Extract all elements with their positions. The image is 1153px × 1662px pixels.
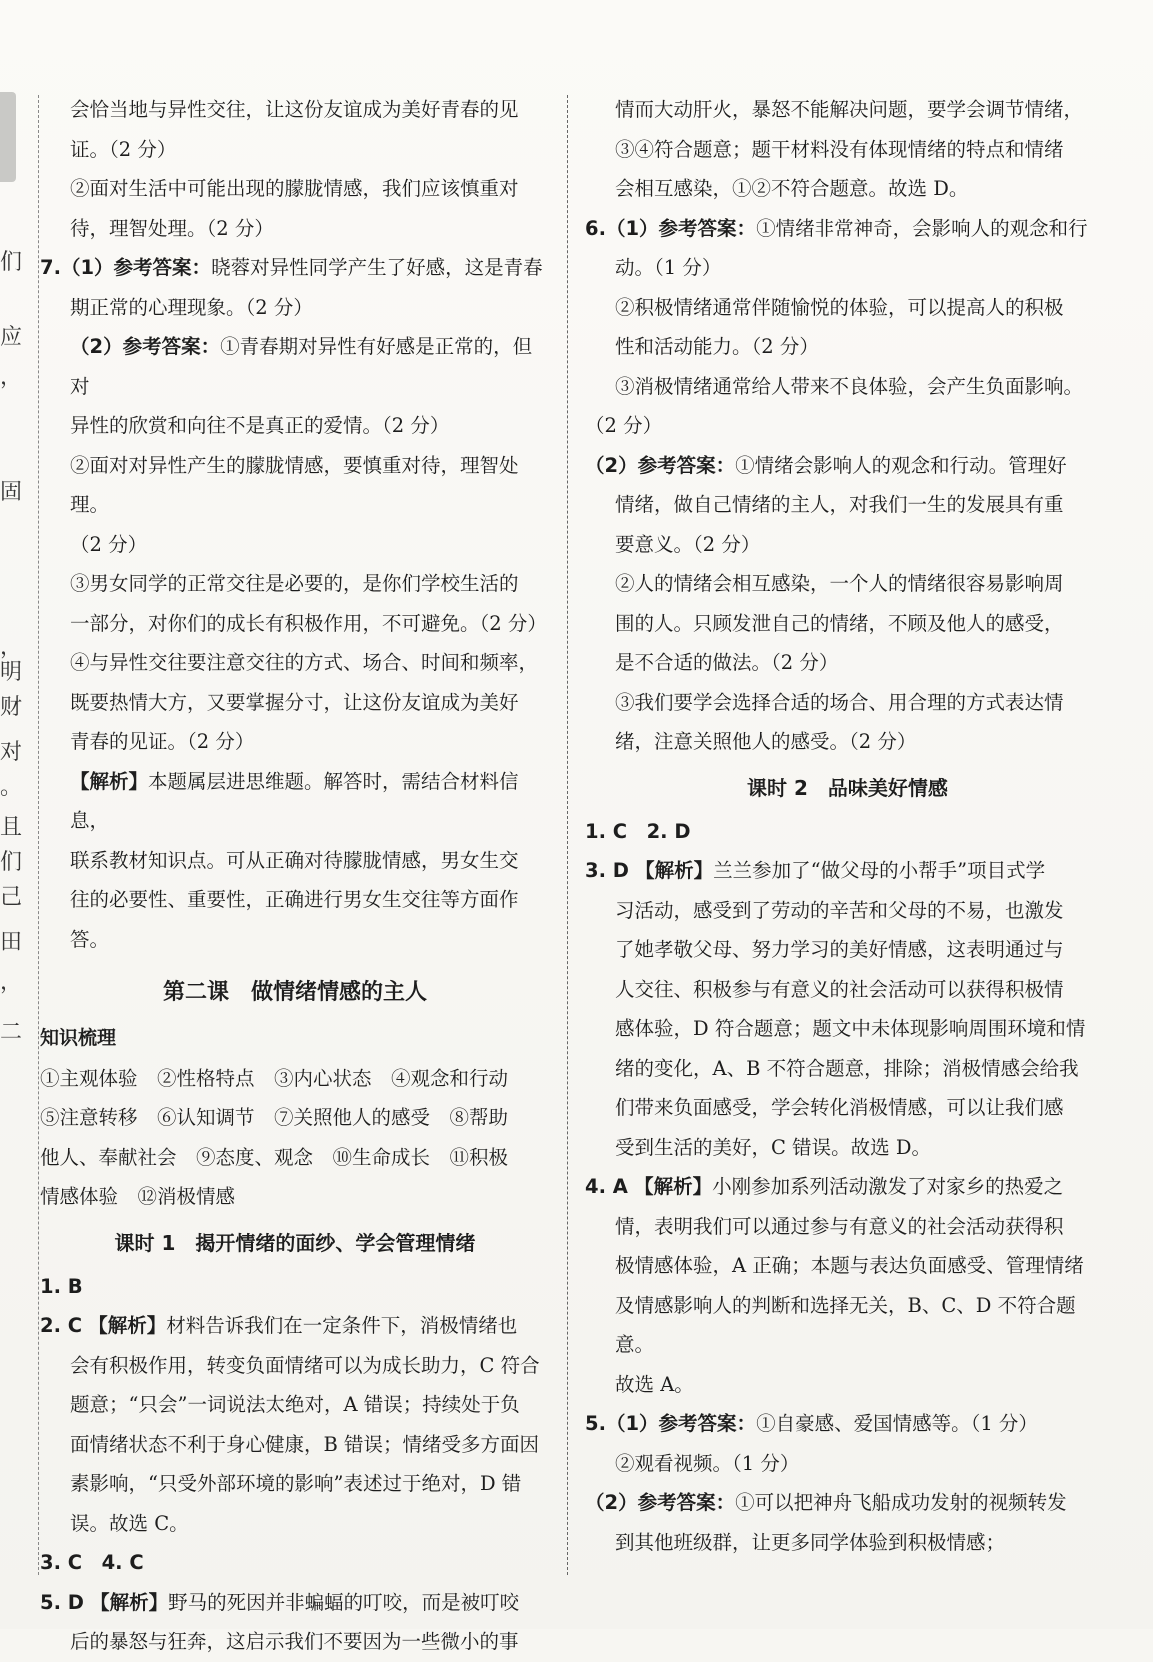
right-column [585,90,1110,1562]
text-line: ③我们要学会选择合适的场合、用合理的方式表达情 [615,690,1064,714]
knowledge-line: 他人、奉献社会 ⑨态度、观念 ⑩生命成长 ⑪积极 [40,1145,509,1169]
text-line: 围的人。只顾发泄自己的情绪，不顾及他人的感受， [615,611,1064,635]
analysis-label: 【解析】 [635,859,714,882]
text-line: 故选 A。 [615,1372,694,1396]
text-line: 会有积极作用，转变负面情绪可以为成长助力，C 符合 [70,1353,540,1377]
text-line: ④与异性交往要注意交往的方式、场合、时间和频率， [70,651,539,674]
margin-char: 己 [0,885,23,910]
analysis-label: 【解析】 [90,1590,169,1614]
text-line: （2 分） [70,532,148,556]
answer-text: 晓蓉对异性同学产生了好感，这是青春 [211,256,543,279]
answer-text: ①情绪会影响人的观念和行动。管理好 [735,453,1067,477]
question-number: （2） [70,335,123,358]
margin-char: 财 [0,695,23,720]
text-line: 性和活动能力。（2 分） [615,335,819,358]
text-line: ②人的情绪会相互感染，一个人的情绪很容易影响周 [615,572,1064,595]
margin-char: 对 [0,740,23,765]
text-line: 后的暴怒与狂奔，这启示我们不要因为一些微小的事 [70,1630,519,1653]
margin-char: 田 [0,930,23,955]
question-7-part-1 [40,248,550,288]
knowledge-line: ⑤注意转移 ⑥认知调节 ⑦关照他人的感受 ⑧帮助 [40,1106,509,1129]
analysis-text: 小刚参加系列活动激发了对家乡的热爱之 [712,1175,1064,1198]
question-5-part-1 [585,1404,1110,1444]
margin-char: 固 [0,480,23,505]
analysis [40,762,550,841]
margin-char: 且 [0,815,23,840]
analysis-label: 【解析】 [70,769,149,793]
margin-char: 们 [0,250,23,275]
analysis-text: 兰兰参加了“做父母的小帮手”项目式学 [713,859,1046,882]
question-number: （2） [585,453,638,477]
margin-char: ， [0,970,23,995]
text-line: 情绪，做自己情绪的主人，对我们一生的发展具有重 [615,493,1064,516]
analysis-text: 野马的死因并非蝙蝠的叮咬，而是被叮咬 [168,1590,520,1614]
text-line: 误。故选 C。 [70,1511,189,1535]
text-line: 们带来负面感受，学会转化消极情感，可以让我们感 [615,1096,1064,1119]
question-number: 2. C [40,1314,83,1337]
question-6-part-2 [585,446,1110,486]
text-line: 题意；“只会”一词说法太绝对，A 错误；持续处于负 [70,1393,520,1416]
text-line: 情而大动肝火，暴怒不能解决问题，要学会调节情绪， [615,98,1084,121]
text-line: 习活动，感受到了劳动的辛苦和父母的不易，也激发 [615,898,1064,922]
answer-line: 1. B [40,1274,83,1298]
text-line: 既要热情大方，又要掌握分寸，让这份友谊成为美好 [70,690,519,714]
answer-3 [585,851,1110,891]
left-dashed-rule [38,95,39,1575]
text-line: 人交往、积极参与有意义的社会活动可以获得积极情 [615,977,1064,1001]
margin-char: ， [0,365,23,390]
analysis-label: 【解析】 [634,1175,713,1198]
answer-label: 参考答案： [122,335,221,358]
book-spine-shadow [0,92,16,182]
question-number: 4. A [585,1175,628,1198]
answer-2 [40,1306,550,1346]
period-title: 课时 2 品味美好情感 [747,775,948,800]
answer-label: 参考答案： [658,1412,757,1435]
text-line: ③男女同学的正常交往是必要的，是你们学校生活的 [70,572,519,595]
text-line: 联系教材知识点。可从正确对待朦胧情感，男女生交 [70,848,519,872]
margin-char: 。 [0,775,23,800]
text-line: 感体验，D 符合题意；题文中未体现影响周围环境和情 [615,1017,1086,1040]
question-number: 7.（1） [40,256,114,279]
margin-char: 应 [0,325,23,350]
text-line: ③④符合题意；题干材料没有体现情绪的特点和情绪 [615,137,1064,161]
answer-label: 参考答案： [637,1491,736,1514]
left-column [40,90,550,1662]
text-line: 情，表明我们可以通过参与有意义的社会活动获得积 [615,1214,1064,1238]
text-line: ②面对对异性产生的朦胧情感，要慎重对待，理智处理。 [70,453,519,516]
text-line: 异性的欣赏和向往不是真正的爱情。（2 分） [70,414,450,437]
text-line: （2 分） [585,414,663,437]
answer-4 [585,1167,1110,1207]
question-7-part-2 [40,327,550,406]
analysis-text: 材料告诉我们在一定条件下，消极情绪也 [166,1314,518,1337]
answer-text: ①自豪感、爱国情感等。（1 分） [756,1412,1038,1435]
answer-label: 参考答案： [658,216,757,240]
text-line: 一部分，对你们的成长有积极作用，不可避免。（2 分） [70,611,547,635]
text-line: ③消极情绪通常给人带来不良体验，会产生负面影响。 [615,374,1084,398]
text-line: 了她孝敬父母、努力学习的美好情感，这表明通过与 [615,938,1064,961]
question-5-part-2 [585,1483,1110,1523]
text-line: 到其他班级群，让更多同学体验到积极情感； [615,1530,1006,1554]
text-line: 受到生活的美好，C 错误。故选 D。 [615,1135,931,1159]
margin-char: 们 [0,850,23,875]
question-number: 3. D [585,859,629,882]
text-line: 期正常的心理现象。（2 分） [70,295,313,319]
text-line: 素影响，“只受外部环境的影响”表述过于绝对，D 错 [70,1472,522,1495]
text-line: 待，理智处理。（2 分） [70,216,274,240]
question-number: 5. D [40,1590,84,1614]
text-line: 面情绪状态不利于身心健康，B 错误；情绪受多方面因 [70,1432,540,1456]
text-line: 绪，注意关照他人的感受。（2 分） [615,730,917,753]
text-line: ②面对生活中可能出现的朦胧情感，我们应该慎重对 [70,177,519,200]
answer-5 [40,1583,550,1623]
period-title: 课时 1 揭开情绪的面纱、学会管理情绪 [114,1230,476,1255]
analysis-text: 本题属层进思维题。解答时，需结合材料信息， [70,769,519,832]
text-line: 是不合适的做法。（2 分） [615,651,839,674]
answer-label: 参考答案： [637,453,736,477]
text-line: 往的必要性、重要性，正确进行男女生交往等方面作答。 [70,888,519,951]
answer-text: ①情绪非常神奇，会影响人的观念和行 [756,216,1088,240]
question-number: 5.（1） [585,1412,659,1435]
text-line: 极情感体验，A 正确；本题与表达负面感受、管理情绪 [615,1254,1084,1277]
column-divider [567,95,568,1575]
answer-line: 3. C 4. C [40,1551,144,1574]
text-line: 会恰当地与异性交往，让这份友谊成为美好青春的见 [70,98,519,121]
text-line: ②观看视频。（1 分） [615,1451,800,1475]
answer-text: ①可以把神舟飞船成功发射的视频转发 [735,1491,1067,1514]
answer-line: 1. C 2. D [585,819,691,843]
text-line: ②积极情绪通常伴随愉悦的体验，可以提高人的积极 [615,295,1064,319]
section-heading: 知识梳理 [40,1027,117,1049]
margin-char: 明 [0,660,23,685]
lesson-title: 第二课 做情绪情感的主人 [162,980,427,1005]
question-number: 6.（1） [585,216,659,240]
margin-char: ， [0,635,23,660]
text-line: 动。（1 分） [615,256,722,279]
question-6-part-1 [585,209,1110,249]
question-number: （2） [585,1491,638,1514]
text-line: 会相互感染，①②不符合题意。故选 D。 [615,177,969,200]
analysis-label: 【解析】 [88,1314,167,1337]
text-line: 要意义。（2 分） [615,532,761,556]
knowledge-line: ①主观体验 ②性格特点 ③内心状态 ④观念和行动 [40,1066,509,1090]
answer-label: 参考答案： [113,256,212,279]
margin-char: 二 [0,1020,23,1045]
text-line: 及情感影响人的判断和选择无关，B、C、D 不符合题意。 [615,1293,1076,1356]
text-line: 青春的见证。（2 分） [70,730,255,753]
text-line: 绪的变化，A、B 不符合题意，排除；消极情感会给我 [615,1056,1079,1080]
text-line: 证。（2 分） [70,137,177,161]
answer-text: ①青春期对异性有好感是正常的，但对 [70,335,533,398]
knowledge-line: 情感体验 ⑫消极情感 [40,1185,236,1208]
